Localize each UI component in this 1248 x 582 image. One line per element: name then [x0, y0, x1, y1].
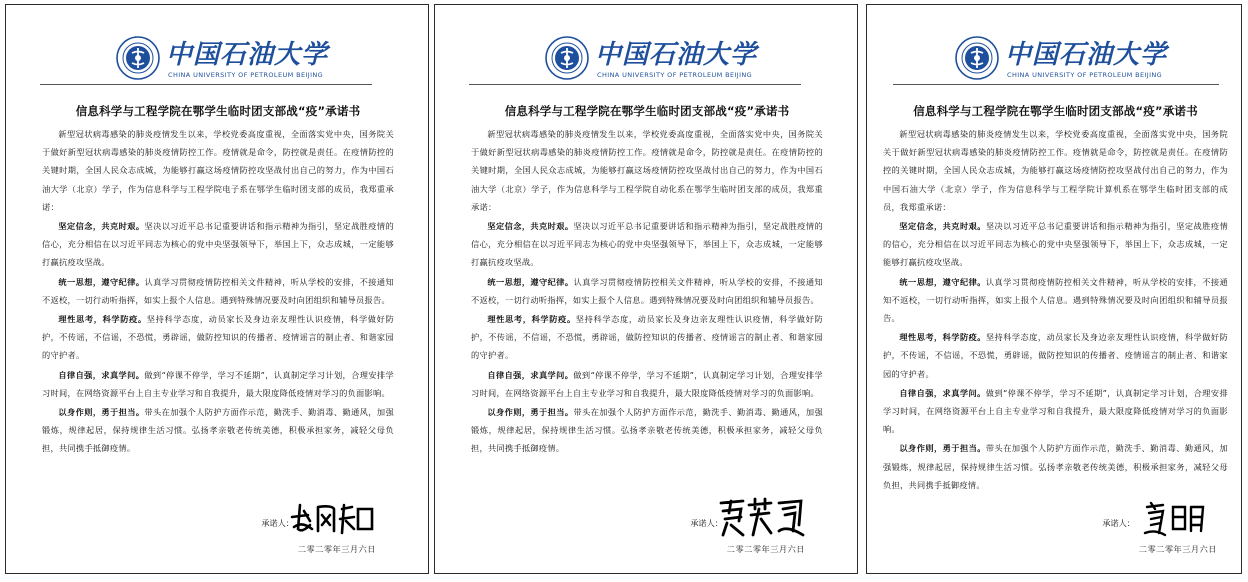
pledge-text: 做到“停课不停学，学习不延期”，认真制定学习计划，合理安排学习时间，在网络资源平台上自主专业学习和自我提升，最大限度降低疫情对学习的负面影响。 — [883, 387, 1228, 435]
sign-date: 二零二零年三月六日 — [726, 544, 805, 554]
letterhead — [867, 19, 1241, 81]
promiser-label: 承诺人： — [690, 518, 723, 528]
pledge-heading: 理性思考，科学防疫。 — [487, 314, 576, 325]
university-name-en: CHINA UNIVERSITY OF PETROLEUM BEIJING — [168, 71, 324, 79]
pledge-text: 坚决以习近平总书记重要讲话和指示精神为指引，坚定战胜疫情的信心，充分相信在以习近平同志为核心的党中央坚强领导下，举国上下，众志成城，一定能够打赢抗疫攻坚战。 — [471, 221, 823, 268]
pledge-paragraph-2 — [471, 273, 823, 309]
pledge-paragraph-3 — [42, 310, 394, 365]
pledge-heading: 统一思想，遵守纪律。 — [899, 276, 986, 287]
pledge-heading: 统一思想，遵守纪律。 — [487, 276, 574, 287]
pledge-heading: 理性思考，科学防疫。 — [58, 314, 147, 325]
pledge-heading: 自律自强，求真学问。 — [487, 369, 574, 380]
university-name-cn: 中国石油大学 — [166, 40, 329, 70]
pledge-text: 带头在加强个人防护方面作示范，勤洗手、勤消毒、勤通风，加强锻炼，规律起居，保持规律生活习惯。弘扬孝亲敬老传统美德，积极承担家务，减轻父母负担，共同携手抵御疫情。 — [883, 443, 1228, 490]
letter-body — [883, 103, 1228, 495]
pledge-paragraph-5 — [883, 439, 1228, 494]
intro-paragraph: 新型冠状病毒感染的肺炎疫情发生以来，学校党委高度重视，全面落实党中央，国务院关于做好新型冠状病毒感染的肺炎疫情防控工作。疫情就是命令，防控就是责任。在疫情防控的关键时期，全国人民众志成城，为能够打赢这场疫情防控攻坚战付出自己的努力，作为中国石油大学（北京）学子，作为信息科学与工程学院电子系在鄂学生临时团支部的成员，我郑重承诺： — [42, 129, 394, 212]
pledge-heading: 统一思想，遵守纪律。 — [58, 276, 145, 287]
pledge-text: 坚决以习近平总书记重要讲话和指示精神为指引，坚定战胜疫情的信心，充分相信在以习近平同志为核心的党中央坚强领导下，举国上下，众志成城，一定能够打赢抗疫攻坚战。 — [883, 221, 1228, 268]
pledge-paragraph-1 — [42, 217, 394, 272]
signoff-block — [655, 495, 805, 555]
pledge-text: 坚持科学态度，动员家长及身边亲友理性认识疫情，科学做好防护，不传谣，不信谣，不恐慌，勇辟谣，做防控知识的传播者、疫情谣言的制止者、和谐家园的守护者。 — [471, 314, 823, 361]
letter-page-1 — [5, 4, 429, 574]
pledge-heading: 自律自强，求真学问。 — [58, 369, 145, 380]
university-name-cn: 中国石油大学 — [595, 40, 758, 70]
pledge-paragraph-4 — [471, 366, 823, 402]
pledge-heading: 坚定信念，共克时艰。 — [487, 221, 574, 232]
university-name-cn: 中国石油大学 — [1005, 40, 1168, 70]
signoff-block — [226, 495, 376, 555]
pledge-text: 坚持科学态度，动员家长及身边亲友理性认识疫情，科学做好防护，不传谣，不信谣，不恐慌，勇辟谣，做防控知识的传播者、疫情谣言的制止者、和谐家园的守护者。 — [883, 332, 1228, 379]
letter-body — [42, 103, 394, 459]
pledge-heading: 坚定信念，共克时艰。 — [899, 221, 986, 232]
pledge-heading: 坚定信念，共克时艰。 — [58, 221, 145, 232]
pledge-text: 带头在加强个人防护方面作示范，勤洗手、勤消毒、勤通风，加强锻炼，规律起居，保持规律生活习惯。弘扬孝亲敬老传统美德，积极承担家务，减轻父母负担，共同携手抵御疫情。 — [42, 407, 394, 454]
pledge-paragraph-2 — [42, 273, 394, 309]
pledge-text: 认真学习贯彻疫情防控相关文件精神，听从学校的安排，不接通知不返校，一切行动听指挥，如实上报个人信息。遇到特殊情况要及时向团组织和辅导员报告。 — [42, 276, 394, 305]
university-emblem-icon — [116, 36, 160, 80]
pledge-paragraph-3 — [883, 328, 1228, 383]
signoff-block — [1067, 495, 1217, 555]
pledge-text: 做到“停课不停学，学习不延期”，认真制定学习计划，合理安排学习时间，在网络资源平台上自主专业学习和自我提升，最大限度降低疫情对学习的负面影响。 — [42, 369, 394, 398]
sign-date: 二零二零年三月六日 — [1138, 544, 1217, 554]
letter-page-2 — [434, 4, 858, 574]
header-divider — [893, 84, 1219, 85]
sign-date: 二零二零年三月六日 — [297, 544, 376, 554]
header-divider — [40, 84, 372, 85]
pledge-paragraph-5 — [471, 403, 823, 458]
letter-title: 信息科学与工程学院在鄂学生临时团支部战“疫”承诺书 — [504, 104, 790, 118]
intro-paragraph: 新型冠状病毒感染的肺炎疫情发生以来，学校党委高度重视，全面落实党中央，国务院关于做好新型冠状病毒感染的肺炎疫情防控工作。疫情就是命令，防控就是责任。在疫情防控的关键时期，全国人民众志成城，为能够打赢这场疫情防控攻坚战付出自己的努力，作为中国石油大学（北京）学子，作为信息科学与工程学院计算机系在鄂学生临时团支部的成员，我郑重承诺： — [883, 129, 1228, 212]
pledge-paragraph-5 — [42, 403, 394, 458]
pledge-heading: 以身作则，勇于担当。 — [487, 407, 574, 418]
brand-text — [595, 40, 757, 80]
pledge-text: 做到“停课不停学，学习不延期”，认真制定学习计划，合理安排学习时间，在网络资源平台上自主专业学习和自我提升，最大限度降低疫情对学习的负面影响。 — [471, 369, 823, 398]
university-emblem-icon — [545, 36, 589, 80]
pledge-text: 坚决以习近平总书记重要讲话和指示精神为指引，坚定战胜疫情的信心，充分相信在以习近平同志为核心的党中央坚强领导下，举国上下，众志成城，一定能够打赢抗疫攻坚战。 — [42, 221, 394, 268]
pledge-heading: 自律自强，求真学问。 — [899, 387, 986, 398]
letter-page-3 — [866, 4, 1242, 574]
pledge-text: 认真学习贯彻疫情防控相关文件精神，听从学校的安排，不接通知不返校，一切行动听指挥，如实上报个人信息。遇到特殊情况要及时向团组织和辅导员报告。 — [883, 276, 1228, 324]
promiser-label: 承诺人： — [1102, 518, 1135, 528]
university-emblem-icon — [955, 36, 999, 80]
letterhead — [435, 19, 857, 81]
pledge-heading: 以身作则，勇于担当。 — [58, 407, 145, 418]
intro-paragraph: 新型冠状病毒感染的肺炎疫情发生以来，学校党委高度重视，全面落实党中央，国务院关于做好新型冠状病毒感染的肺炎疫情防控工作。疫情就是命令，防控就是责任。在疫情防控的关键时期，全国人民众志成城，为能够打赢这场疫情防控攻坚战付出自己的努力，作为中国石油大学（北京）学子，作为信息科学与工程学院自动化系在鄂学生临时团支部的成员，我郑重承诺： — [471, 129, 823, 212]
pledge-paragraph-4 — [883, 384, 1228, 439]
pledge-paragraph-1 — [471, 217, 823, 272]
pledge-paragraph-1 — [883, 217, 1228, 272]
letter-title: 信息科学与工程学院在鄂学生临时团支部战“疫”承诺书 — [75, 104, 361, 118]
pledge-text: 认真学习贯彻疫情防控相关文件精神，听从学校的安排，不接通知不返校，一切行动听指挥，如实上报个人信息。遇到特殊情况要及时向团组织和辅导员报告。 — [471, 276, 823, 305]
promiser-label: 承诺人： — [261, 518, 294, 528]
pledge-paragraph-2 — [883, 273, 1228, 328]
university-name-en: CHINA UNIVERSITY OF PETROLEUM BEIJING — [1007, 71, 1163, 79]
brand-text — [166, 40, 328, 80]
pledge-text: 坚持科学态度，动员家长及身边亲友理性认识疫情，科学做好防护，不传谣，不信谣，不恐慌，勇辟谣，做防控知识的传播者、疫情谣言的制止者、和谐家园的守护者。 — [42, 314, 394, 361]
header-divider — [469, 84, 801, 85]
letterhead — [6, 19, 428, 81]
pledge-heading: 以身作则，勇于担当。 — [899, 443, 986, 454]
pledge-heading: 理性思考，科学防疫。 — [899, 332, 986, 343]
pledge-text: 带头在加强个人防护方面作示范，勤洗手、勤消毒、勤通风，加强锻炼，规律起居，保持规律生活习惯。弘扬孝亲敬老传统美德，积极承担家务，减轻父母负担，共同携手抵御疫情。 — [471, 407, 823, 454]
brand-text — [1005, 40, 1167, 80]
handwritten-signature — [288, 495, 376, 539]
letter-body — [471, 103, 823, 459]
university-name-en: CHINA UNIVERSITY OF PETROLEUM BEIJING — [597, 71, 753, 79]
handwritten-signature — [717, 495, 805, 539]
pledge-paragraph-3 — [471, 310, 823, 365]
letter-title: 信息科学与工程学院在鄂学生临时团支部战“疫”承诺书 — [913, 104, 1198, 118]
pledge-paragraph-4 — [42, 366, 394, 402]
handwritten-signature — [1129, 495, 1217, 539]
